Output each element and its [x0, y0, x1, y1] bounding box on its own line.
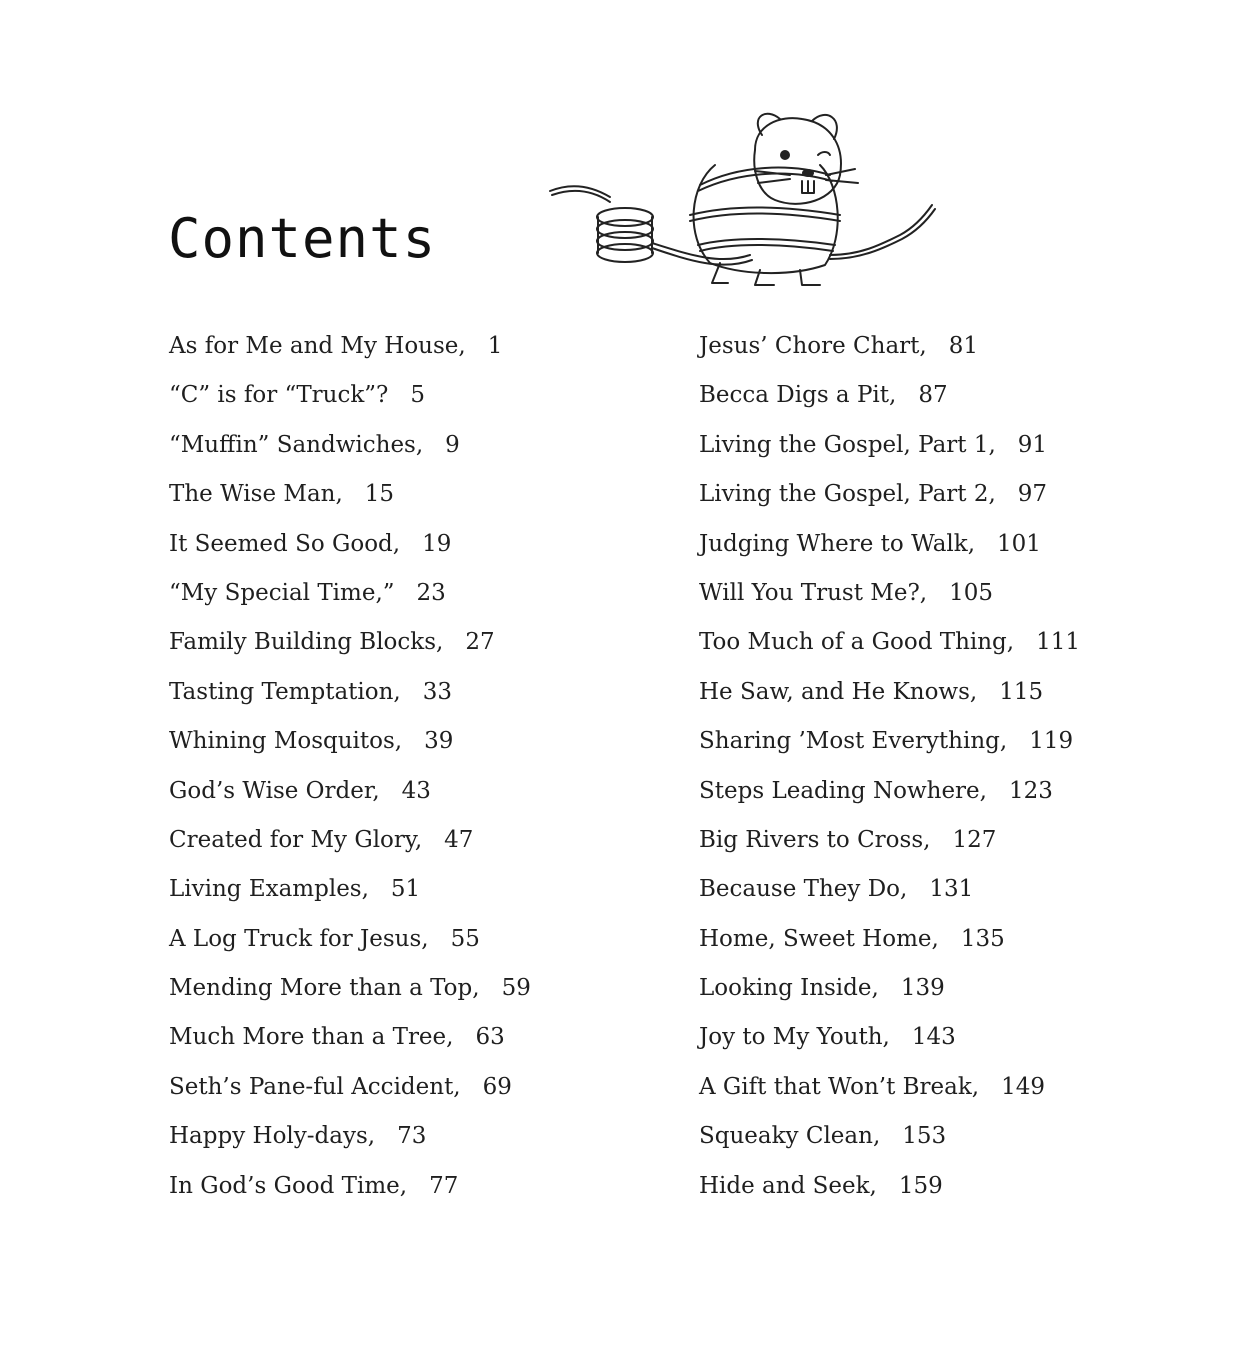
- toc-entry-page: 87: [918, 382, 948, 409]
- toc-entry-title: Because They Do,: [699, 876, 908, 903]
- toc-entry-page: 119: [1029, 728, 1074, 755]
- toc-entry-title: It Seemed So Good,: [169, 530, 401, 557]
- toc-entry-title: Mending More than a Top,: [169, 975, 480, 1002]
- toc-entry-page: 33: [422, 678, 453, 705]
- toc-entry-title: Sharing ’Most Everything,: [699, 728, 1008, 755]
- toc-entry-page: 15: [364, 481, 395, 508]
- toc-entry[interactable]: [169, 964, 531, 1013]
- toc-entry[interactable]: [169, 1112, 531, 1161]
- toc-entry[interactable]: [169, 816, 531, 865]
- toc-entry-title: Will You Trust Me?,: [699, 579, 928, 606]
- toc-entry-title: Judging Where to Walk,: [699, 530, 976, 557]
- toc-entry-page: 1: [487, 333, 503, 359]
- toc-entry-title: Hide and Seek,: [699, 1172, 877, 1199]
- toc-entry[interactable]: [169, 371, 531, 420]
- toc-entry-title: In God’s Good Time,: [169, 1172, 408, 1199]
- toc-entry[interactable]: [699, 470, 1080, 519]
- toc-entry-page: 105: [949, 579, 993, 606]
- toc-entry-title: Created for My Glory,: [169, 826, 423, 853]
- toc-entry[interactable]: [169, 322, 531, 371]
- toc-entry-page: 27: [465, 629, 495, 656]
- toc-entry-page: 19: [422, 530, 452, 557]
- toc-entry-title: Tasting Temptation,: [169, 678, 401, 705]
- toc-entry-title: As for Me and My House,: [169, 333, 466, 359]
- toc-entry-page: 127: [952, 826, 997, 853]
- toc-entry-page: 153: [902, 1123, 947, 1150]
- toc-entry-title: Whining Mosquitos,: [169, 728, 403, 755]
- toc-entry-page: 51: [390, 876, 421, 903]
- toc-entry-title: A Log Truck for Jesus,: [169, 925, 429, 952]
- toc-entry[interactable]: [699, 668, 1080, 717]
- toc-entry-page: 135: [960, 925, 1005, 952]
- toc-entry-page: 9: [445, 431, 460, 458]
- toc-entry-title: Becca Digs a Pit,: [699, 382, 897, 409]
- toc-entry-title: Happy Holy-days,: [169, 1123, 376, 1150]
- toc-entry[interactable]: [699, 569, 1080, 618]
- toc-entry-page: 139: [900, 975, 945, 1002]
- toc-entry[interactable]: [699, 964, 1080, 1013]
- toc-entry-title: “C” is for “Truck”?: [169, 382, 389, 409]
- toc-entry-title: Jesus’ Chore Chart,: [699, 333, 927, 359]
- toc-entry-page: 23: [416, 579, 446, 606]
- mouse-tangled-in-rope-icon: [540, 105, 940, 290]
- toc-entry-title: God’s Wise Order,: [169, 777, 380, 804]
- toc-entry[interactable]: [169, 470, 531, 519]
- toc-entry[interactable]: [699, 421, 1080, 470]
- toc-entry[interactable]: [169, 865, 531, 914]
- toc-entry-title: Home, Sweet Home,: [699, 925, 939, 952]
- toc-entry[interactable]: [699, 767, 1080, 816]
- toc-entry-page: 81: [948, 333, 979, 359]
- toc-entry-page: 115: [999, 678, 1044, 705]
- toc-entry-page: 43: [401, 777, 431, 804]
- toc-entry[interactable]: [699, 322, 1080, 371]
- toc-entry-page: 149: [1001, 1073, 1046, 1100]
- toc-entry[interactable]: [699, 618, 1080, 667]
- toc-entry[interactable]: [699, 717, 1080, 766]
- toc-entry[interactable]: [169, 717, 531, 766]
- toc-entry-page: 123: [1008, 777, 1053, 804]
- toc-entry-title: The Wise Man,: [169, 481, 343, 508]
- toc-left-column: [169, 322, 531, 1211]
- toc-entry-title: “Muffin” Sandwiches,: [169, 431, 424, 458]
- toc-entry-page: 73: [397, 1123, 427, 1150]
- toc-entry-page: 143: [911, 1024, 956, 1051]
- toc-entry-page: 101: [997, 530, 1041, 557]
- toc-entry-title: “My Special Time,”: [169, 579, 395, 606]
- toc-entry-title: Living Examples,: [169, 876, 369, 903]
- toc-entry-title: Steps Leading Nowhere,: [699, 777, 987, 804]
- toc-entry-page: 159: [898, 1172, 943, 1199]
- toc-entry[interactable]: [699, 915, 1080, 964]
- toc-entry-title: Joy to My Youth,: [699, 1024, 890, 1051]
- toc-entry-page: 63: [475, 1024, 505, 1051]
- toc-entry[interactable]: [169, 915, 531, 964]
- toc-entry-page: 69: [482, 1073, 512, 1100]
- toc-entry-title: Seth’s Pane-ful Accident,: [169, 1073, 461, 1100]
- toc-entry[interactable]: [169, 1063, 531, 1112]
- toc-entry-title: He Saw, and He Knows,: [699, 678, 978, 705]
- toc-entry[interactable]: [169, 520, 531, 569]
- toc-entry[interactable]: [699, 371, 1080, 420]
- toc-entry-title: Family Building Blocks,: [169, 629, 444, 656]
- toc-right-column: [699, 322, 1080, 1211]
- toc-entry-title: Living the Gospel, Part 2,: [699, 481, 996, 508]
- toc-entry[interactable]: [169, 569, 531, 618]
- toc-entry[interactable]: [699, 1112, 1080, 1161]
- toc-entry-title: Squeaky Clean,: [699, 1123, 881, 1150]
- toc-entry[interactable]: [169, 668, 531, 717]
- toc-entry-title: Living the Gospel, Part 1,: [699, 431, 996, 458]
- toc-entry-page: 111: [1036, 629, 1080, 656]
- page-title: Contents: [168, 207, 437, 271]
- toc-entry-page: 131: [929, 876, 974, 903]
- toc-entry[interactable]: [169, 1162, 531, 1211]
- toc-entry-page: 77: [429, 1172, 459, 1199]
- toc-entry[interactable]: [169, 767, 531, 816]
- toc-entry-page: 55: [450, 925, 480, 952]
- toc-entry[interactable]: [169, 421, 531, 470]
- toc-entry-page: 59: [501, 975, 531, 1002]
- toc-entry-page: 39: [424, 728, 454, 755]
- toc-entry[interactable]: [699, 520, 1080, 569]
- toc-entry[interactable]: [699, 1013, 1080, 1062]
- toc-entry[interactable]: [699, 1162, 1080, 1211]
- toc-entry-page: 5: [410, 382, 426, 409]
- toc-entry[interactable]: [699, 1063, 1080, 1112]
- toc-entry-title: Much More than a Tree,: [169, 1024, 454, 1051]
- toc-entry-title: A Gift that Won’t Break,: [699, 1073, 980, 1100]
- toc-entry[interactable]: [699, 865, 1080, 914]
- toc-entry-title: Big Rivers to Cross,: [699, 826, 931, 853]
- toc-entry[interactable]: [169, 1013, 531, 1062]
- toc-entry-page: 47: [444, 826, 474, 853]
- toc-entry-page: 91: [1017, 431, 1048, 458]
- toc-entry-page: 97: [1017, 481, 1048, 508]
- toc-entry-title: Looking Inside,: [699, 975, 879, 1002]
- toc-entry-title: Too Much of a Good Thing,: [699, 629, 1015, 656]
- toc-entry[interactable]: [169, 618, 531, 667]
- toc-entry[interactable]: [699, 816, 1080, 865]
